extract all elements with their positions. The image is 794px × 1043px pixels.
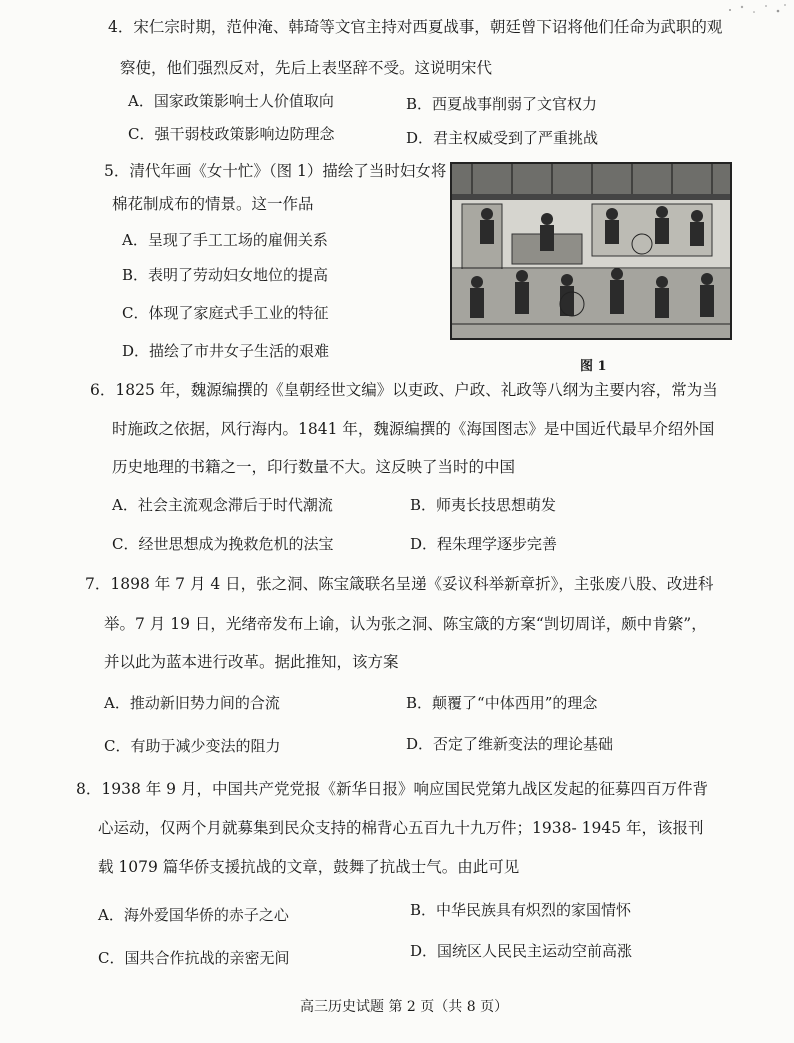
- q8-stem-line-3: 载 1079 篇华侨支援抗战的文章，鼓舞了抗战士气。由此可见: [98, 858, 520, 876]
- q6-stem-line-2: 时施政之依据，风行海内。1841 年，魏源编撰的《海国图志》是中国近代最早介绍外国: [112, 420, 715, 438]
- q8-stem-line-1: 8．1938 年 9 月，中国共产党党报《新华日报》响应国民党第九战区发起的征募四百万件背: [76, 780, 708, 798]
- q7-option-c: C．有助于减少变法的阻力: [104, 737, 281, 755]
- q5-option-a: A．呈现了手工工场的雇佣关系: [122, 231, 328, 249]
- q5-option-b: B．表明了劳动妇女地位的提高: [122, 266, 329, 284]
- q4-option-d: D．君主权威受到了严重挑战: [406, 129, 599, 147]
- woodblock-print-image: [452, 164, 730, 338]
- q5-stem-line-1: 5．清代年画《女十忙》（图 1）描绘了当时妇女将: [104, 162, 447, 180]
- q7-option-b: B．颠覆了“中体西用”的理念: [406, 694, 598, 712]
- q7-stem-line-3: 并以此为蓝本进行改革。据此推知，该方案: [104, 653, 399, 671]
- q6-option-b: B．师夷长技思想萌发: [410, 496, 557, 514]
- q8-option-c: C．国共合作抗战的亲密无间: [98, 949, 290, 967]
- q6-option-d: D．程朱理学逐步完善: [410, 535, 558, 553]
- q4-option-a: A．国家政策影响士人价值取向: [128, 92, 334, 110]
- q8-option-b: B．中华民族具有炽烈的家国情怀: [410, 901, 632, 919]
- q5-option-d: D．描绘了市井女子生活的艰难: [122, 342, 330, 360]
- q8-option-d: D．国统区人民民主运动空前高涨: [410, 942, 633, 960]
- q6-option-c: C．经世思想成为挽救危机的法宝: [112, 535, 334, 553]
- q5-option-c: C．体现了家庭式手工业的特征: [122, 304, 329, 322]
- page-footer: 高三历史试题 第 2 页（共 8 页）: [300, 999, 509, 1015]
- q5-stem-line-2: 棉花制成布的情景。这一作品: [112, 195, 314, 213]
- q4-option-c: C．强干弱枝政策影响边防理念: [128, 125, 335, 143]
- figure-caption: 图 1: [580, 359, 607, 374]
- q8-option-a: A．海外爱国华侨的赤子之心: [98, 906, 289, 924]
- scan-speckle: [720, 2, 790, 18]
- q4-stem-line-2: 察使，他们强烈反对，先后上表坚辞不受。这说明宋代: [120, 59, 493, 77]
- q4-stem-line-1: 4．宋仁宗时期，范仲淹、韩琦等文官主持对西夏战事，朝廷曾下诏将他们任命为武职的观: [108, 18, 723, 36]
- q6-option-a: A．社会主流观念滞后于时代潮流: [112, 496, 333, 514]
- q7-option-d: D．否定了维新变法的理论基础: [406, 735, 614, 753]
- new-year-painting-figure: [450, 162, 732, 340]
- q6-stem-line-3: 历史地理的书籍之一，印行数量不大。这反映了当时的中国: [112, 458, 516, 476]
- q6-stem-line-1: 6．1825 年，魏源编撰的《皇朝经世文编》以吏政、户政、礼政等八纲为主要内容，常为当: [90, 381, 718, 399]
- q8-stem-line-2: 心运动，仅两个月就募集到民众支持的棉背心五百九十九万件；1938- 1945 年，该报刊: [98, 819, 704, 837]
- q7-option-a: A．推动新旧势力间的合流: [104, 694, 280, 712]
- q7-stem-line-2: 举。7 月 19 日，光绪帝发布上谕，认为张之洞、陈宝箴的方案“剀切周详，颇中肯綮”，: [104, 615, 707, 633]
- q4-option-b: B．西夏战事削弱了文官权力: [406, 95, 598, 113]
- q7-stem-line-1: 7．1898 年 7 月 4 日，张之洞、陈宝箴联名呈递《妥议科举新章折》，主张废八股、改进科: [85, 575, 714, 593]
